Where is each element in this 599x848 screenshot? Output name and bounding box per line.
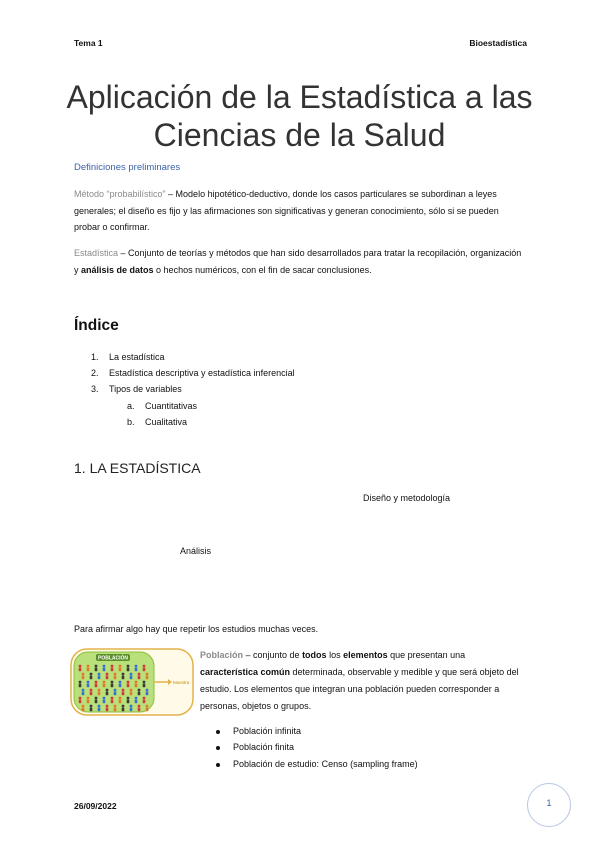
person-icon: [127, 697, 130, 700]
diagram-label-diseno: Diseño y metodología: [363, 493, 451, 503]
person-icon: [98, 673, 101, 676]
person-icon: [87, 684, 90, 688]
index-number: b.: [127, 417, 135, 427]
person-icon: [106, 705, 109, 708]
person-icon: [95, 668, 98, 672]
person-icon: [146, 689, 149, 692]
footer-date: 26/09/2022: [74, 801, 117, 811]
person-icon: [127, 684, 130, 688]
page-number: 1: [546, 798, 552, 808]
person-icon: [127, 700, 130, 704]
person-icon: [90, 676, 93, 680]
person-icon: [106, 676, 109, 680]
definition-text: o hechos numéricos, con el fin de sacar conclusiones.: [153, 264, 372, 275]
person-icon: [87, 697, 90, 700]
person-icon: [95, 697, 98, 700]
bullet-dot: [216, 746, 220, 750]
person-icon: [103, 668, 106, 672]
poblacion-bold: característica común: [200, 667, 291, 677]
person-icon: [79, 684, 82, 688]
index-heading: Índice: [74, 317, 119, 334]
person-icon: [122, 692, 125, 696]
index-subitem: [127, 401, 198, 411]
header-right: Bioestadística: [469, 38, 527, 48]
bullet-dot: [216, 763, 220, 767]
index-number: 1.: [91, 352, 99, 362]
person-icon: [87, 700, 90, 704]
index-label: Tipos de variables: [109, 384, 182, 394]
index-subitem: [127, 417, 188, 427]
person-icon: [114, 673, 117, 676]
afirmar-text: Para afirmar algo hay que repetir los estudios muchas veces.: [74, 624, 319, 634]
person-icon: [90, 689, 93, 692]
title-line-2: Ciencias de la Salud: [153, 117, 446, 153]
definition-term: Estadística: [74, 248, 119, 258]
index-number: 3.: [91, 384, 99, 394]
person-icon: [103, 665, 106, 668]
person-icon: [95, 681, 98, 684]
person-icon: [90, 708, 93, 712]
bullet-label: Población infinita: [233, 726, 302, 736]
definition-text: – Conjunto de teorías y métodos que han sido desarrollados para tratar la recopilación, organización y: [74, 248, 522, 275]
person-icon: [127, 668, 130, 672]
bullet-label: Población finita: [233, 742, 295, 752]
index-label: Estadística descriptiva y estadística inferencial: [109, 368, 295, 378]
person-icon: [146, 708, 149, 712]
person-icon: [103, 684, 106, 688]
title-line-1: Aplicación de la Estadística a las: [66, 79, 533, 115]
person-icon: [111, 681, 114, 684]
person-icon: [98, 705, 101, 708]
population-image: [70, 648, 194, 716]
person-icon: [143, 668, 146, 672]
person-icon: [138, 705, 141, 708]
bullet-dot: [216, 730, 220, 734]
index-label: La estadística: [109, 352, 165, 362]
person-icon: [111, 697, 114, 700]
person-icon: [122, 689, 125, 692]
person-icon: [87, 665, 90, 668]
section-heading: 1. LA ESTADÍSTICA: [74, 460, 201, 476]
poblacion-text: determinada, observable y medible y que será objeto del estudio. Los elementos que integran una población pueden corresponder a personas, objetos o grupos.: [200, 667, 519, 711]
person-icon: [103, 697, 106, 700]
person-icon: [146, 673, 149, 676]
person-icon: [90, 692, 93, 696]
person-icon: [138, 689, 141, 692]
person-icon: [114, 705, 117, 708]
person-icon: [143, 681, 146, 684]
person-icon: [146, 692, 149, 696]
index-item: [91, 352, 165, 362]
person-icon: [87, 681, 90, 684]
person-icon: [138, 692, 141, 696]
person-icon: [130, 673, 133, 676]
index-item: [91, 368, 295, 378]
poblacion-text: que presentan una: [387, 650, 466, 660]
person-icon: [130, 708, 133, 712]
person-icon: [146, 676, 149, 680]
person-icon: [82, 689, 85, 692]
bullet-label: Población de estudio: Censo (sampling frame): [233, 759, 418, 769]
definition-metodo: [74, 186, 526, 236]
person-icon: [95, 665, 98, 668]
person-icon: [135, 700, 138, 704]
person-icon: [111, 684, 114, 688]
definition-estadistica: [74, 245, 526, 278]
poblacion-term: Población: [200, 650, 244, 660]
person-icon: [98, 689, 101, 692]
sample-label: Muestra: [173, 680, 190, 685]
person-icon: [87, 668, 90, 672]
person-icon: [114, 708, 117, 712]
person-icon: [138, 673, 141, 676]
page-title: [50, 78, 549, 154]
index-number: 2.: [91, 368, 99, 378]
person-icon: [82, 676, 85, 680]
index-label: Cuantitativas: [145, 401, 198, 411]
person-icon: [135, 697, 138, 700]
person-icon: [79, 697, 82, 700]
person-icon: [135, 668, 138, 672]
person-icon: [119, 681, 122, 684]
person-icon: [111, 668, 114, 672]
poblacion-text: – conjunto de: [243, 650, 303, 660]
person-icon: [98, 676, 101, 680]
person-icon: [143, 665, 146, 668]
person-icon: [122, 705, 125, 708]
index-number: a.: [127, 401, 135, 411]
person-icon: [114, 689, 117, 692]
person-icon: [106, 689, 109, 692]
bullet-item: [233, 759, 418, 769]
person-icon: [90, 705, 93, 708]
poblacion-text: los: [326, 650, 344, 660]
diagram-label-analisis: Análisis: [180, 546, 212, 556]
person-icon: [106, 673, 109, 676]
person-icon: [98, 708, 101, 712]
bullet-item: [233, 742, 294, 752]
person-icon: [82, 673, 85, 676]
bullet-item: [233, 726, 301, 736]
person-icon: [143, 697, 146, 700]
person-icon: [138, 708, 141, 712]
person-icon: [122, 708, 125, 712]
person-icon: [111, 700, 114, 704]
population-label: POBLACIÓN: [98, 655, 128, 662]
person-icon: [106, 692, 109, 696]
person-icon: [130, 689, 133, 692]
person-icon: [98, 692, 101, 696]
definitions-heading: Definiciones preliminares: [74, 162, 181, 173]
person-icon: [143, 684, 146, 688]
person-icon: [122, 676, 125, 680]
person-icon: [138, 676, 141, 680]
person-icon: [135, 684, 138, 688]
definition-bold: análisis de datos: [81, 264, 154, 275]
poblacion-bold: elementos: [343, 650, 388, 660]
person-icon: [79, 668, 82, 672]
person-icon: [130, 676, 133, 680]
person-icon: [106, 708, 109, 712]
person-icon: [90, 673, 93, 676]
person-icon: [95, 700, 98, 704]
person-icon: [135, 681, 138, 684]
person-icon: [143, 700, 146, 704]
poblacion-bold: todos: [302, 650, 327, 660]
person-icon: [119, 668, 122, 672]
person-icon: [119, 665, 122, 668]
person-icon: [95, 684, 98, 688]
person-icon: [79, 681, 82, 684]
person-icon: [119, 697, 122, 700]
person-icon: [111, 665, 114, 668]
person-icon: [114, 692, 117, 696]
definition-term: Método “probabilístico”: [74, 189, 166, 199]
person-icon: [127, 665, 130, 668]
index-label: Cualitativa: [145, 417, 188, 427]
person-icon: [122, 673, 125, 676]
person-icon: [103, 700, 106, 704]
person-icon: [135, 665, 138, 668]
index-item: [91, 384, 182, 394]
person-icon: [146, 705, 149, 708]
person-icon: [127, 681, 130, 684]
person-icon: [114, 676, 117, 680]
header-left: Tema 1: [74, 38, 103, 48]
definition-text: – Modelo hipotético-deductivo, donde los casos particulares se subordinan a leyes generales; el diseño es fijo y las afirmaciones son significativas y generan conocimiento, sólo si se pueden probar o confirmar.: [74, 189, 499, 232]
person-icon: [130, 692, 133, 696]
person-icon: [119, 684, 122, 688]
poblacion-paragraph: [200, 647, 525, 715]
person-icon: [130, 705, 133, 708]
person-icon: [119, 700, 122, 704]
person-icon: [79, 700, 82, 704]
person-icon: [79, 665, 82, 668]
person-icon: [82, 705, 85, 708]
person-icon: [82, 692, 85, 696]
person-icon: [103, 681, 106, 684]
person-icon: [82, 708, 85, 712]
